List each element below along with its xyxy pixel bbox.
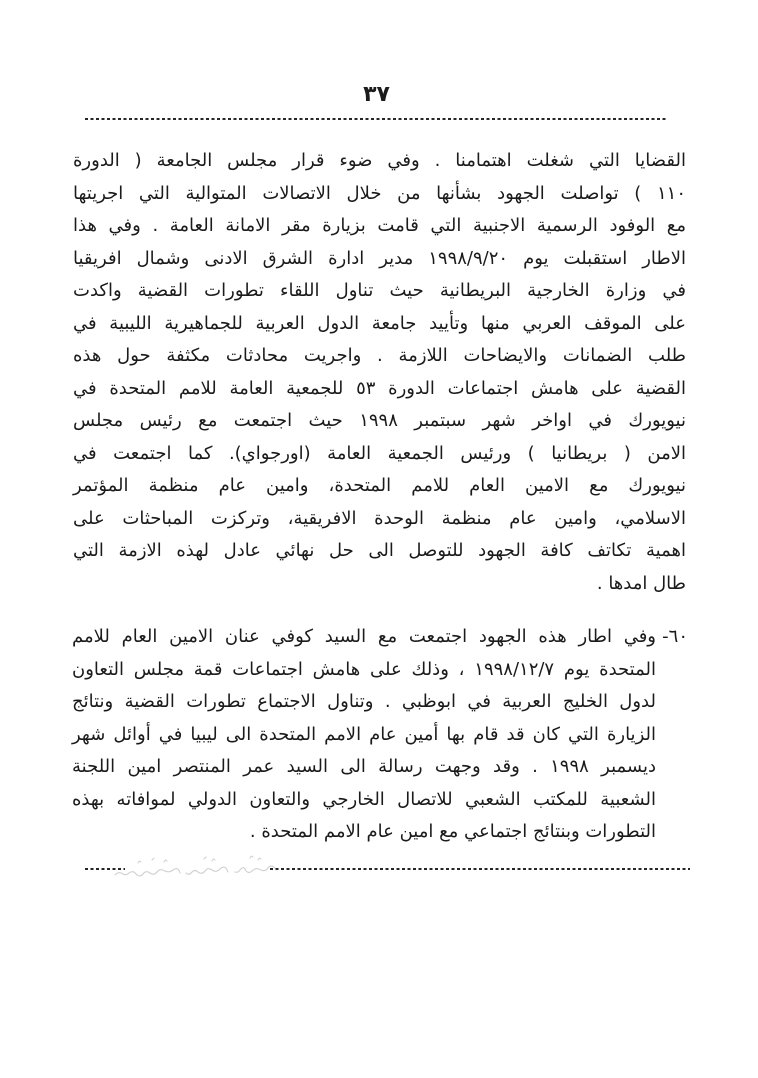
text-line: نيويورك مع الامين العام للامم المتحدة، وامين عام منظمة المؤتمر bbox=[73, 475, 686, 496]
text-line: الزيارة التي كان قد قام بها أمين عام الامم المتحدة الى ليبيا في أوائل شهر bbox=[72, 723, 656, 745]
text-line: الاسلامي، وامين عام منظمة الوحدة الافريقية، وتركزت المباحثات على bbox=[73, 507, 686, 529]
paragraph-item-60 bbox=[72, 621, 688, 849]
text-line: الامن ( بريطانيا ) ورئيس الجمعية العامة (اورجواي). كما اجتمعت في bbox=[73, 442, 686, 464]
text-line: لدول الخليج العربية في ابوظبي . وتناول الاجتماع تطورات القضية ونتائج bbox=[72, 691, 656, 712]
text-line: نيويورك في اواخر شهر سبتمبر ١٩٩٨ حيث اجتمعت مع رئيس مجلس bbox=[73, 410, 687, 431]
footer-rule-right-segment bbox=[270, 868, 690, 870]
text-line: ديسمبر ١٩٩٨ . وقد وجهت رسالة الى السيد عمر المنتصر امين اللجنة bbox=[72, 756, 656, 777]
text-line: وفي اطار هذه الجهود اجتمعت مع السيد كوفي عنان الامين العام للامم bbox=[72, 626, 656, 647]
header-rule bbox=[85, 118, 668, 120]
text-line: القضايا التي شغلت اهتمامنا . وفي ضوء قرار مجلس الجامعة ( الدورة bbox=[73, 150, 686, 171]
text-line: في وزارة الخارجية البريطانية حيث تناول اللقاء تطورات القضية واكدت bbox=[73, 280, 686, 301]
item-60-text bbox=[72, 621, 656, 849]
text-line: مع الوفود الرسمية الاجنبية التي قامت بزيارة مقر الامانة العامة . وفي هذا bbox=[73, 215, 686, 236]
text-line: طال امدها . bbox=[596, 572, 686, 594]
text-line: الاطار استقبلت يوم ١٩٩٨/٩/٢٠ مدير ادارة الشرق الادنى وشمال افريقيا bbox=[73, 247, 686, 269]
text-line: طلب الضمانات والايضاحات اللازمة . واجريت محادثات مكثفة حول هذه bbox=[73, 345, 686, 366]
item-marker: ٦٠- bbox=[662, 626, 688, 647]
text-line: ١١٠ ) تواصلت الجهود بشأنها من خلال الاتصالات المتوالية التي اجريتها bbox=[73, 182, 686, 204]
text-line: المتحدة يوم ١٩٩٨/١٢/٧ ، وذلك على هامش اجتماعات قمة مجلس التعاون bbox=[72, 658, 656, 680]
handwritten-signature-icon bbox=[108, 846, 283, 888]
paragraph-main bbox=[73, 145, 686, 600]
text-line: القضية على هامش اجتماعات الدورة ٥٣ للجمعية العامة للامم المتحدة في bbox=[73, 377, 687, 399]
page-number: ٣٧ bbox=[363, 82, 390, 107]
text-line: التطورات وبنتائج اجتماعي مع امين عام الامم المتحدة . bbox=[249, 821, 656, 842]
text-line: على الموقف العربي منها وتأييد جامعة الدول العربية للجماهيرية الليبية في bbox=[73, 312, 686, 334]
text-line: اهمية تكاتف كافة الجهود للتوصل الى حل نهائي عادل لهذه الازمة التي bbox=[73, 540, 686, 561]
text-line: الشعبية للمكتب الشعبي للاتصال الخارجي والتعاون الدولي لموافاته بهذه bbox=[72, 788, 656, 810]
